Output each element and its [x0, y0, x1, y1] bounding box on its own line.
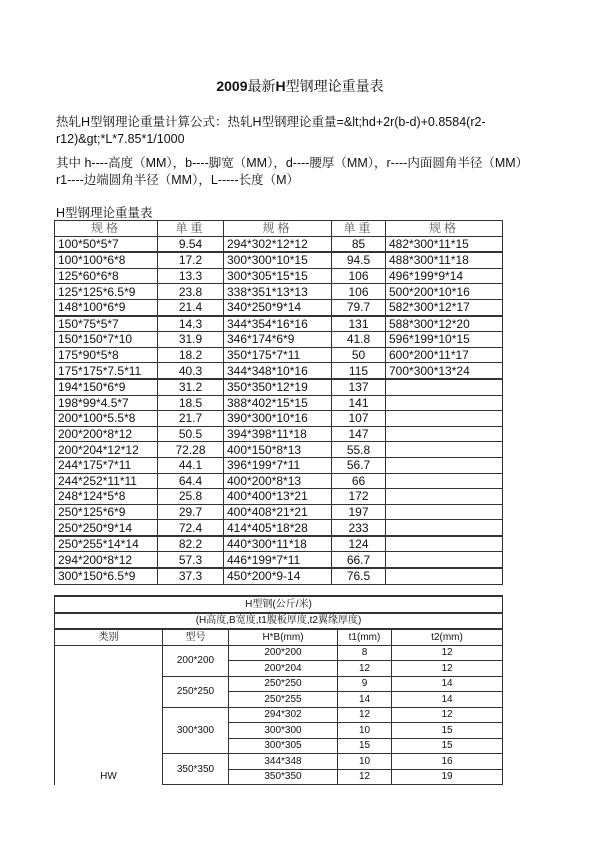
table-row	[55, 457, 503, 473]
spec-cell: 100*100*6*8	[55, 252, 158, 268]
hb-cell: 200*204	[229, 661, 338, 677]
model-cell: 200*200	[163, 645, 229, 676]
weight-table	[54, 220, 503, 585]
t2-cell: 14	[392, 692, 503, 708]
table2-banner: H型钢(公斤/米)	[55, 596, 503, 613]
table-row	[55, 520, 503, 536]
spec-cell: 300*305*15*15	[224, 268, 332, 284]
t2-cell: 14	[392, 676, 503, 692]
table-row	[55, 426, 503, 442]
unit-weight-cell: 172	[332, 489, 386, 505]
spec-cell: 244*175*7*11	[55, 457, 158, 473]
column-header: 规格	[55, 221, 158, 237]
unit-weight-cell: 197	[332, 504, 386, 520]
unit-weight-cell: 17.2	[158, 252, 224, 268]
t2-cell: 15	[392, 738, 503, 754]
unit-weight-cell: 14.3	[158, 316, 224, 332]
h-beam-dimension-table	[54, 595, 503, 785]
unit-weight-cell: 13.3	[158, 268, 224, 284]
t2-cell: 12	[392, 645, 503, 661]
table-row	[55, 442, 503, 458]
unit-weight-cell: 21.4	[158, 299, 224, 315]
unit-weight-cell: 57.3	[158, 552, 224, 568]
unit-weight-cell: 25.8	[158, 489, 224, 505]
spec-cell: 200*204*12*12	[55, 442, 158, 458]
spec-cell: 596*199*10*15	[386, 332, 503, 348]
spec-cell: 350*350*12*19	[224, 379, 332, 395]
t1-cell: 12	[338, 707, 392, 723]
unit-weight-cell: 107	[332, 411, 386, 427]
spec-cell	[386, 520, 503, 536]
spec-cell: 482*300*11*15	[386, 236, 503, 252]
spec-cell: 388*402*15*15	[224, 395, 332, 411]
spec-cell: 250*250*9*14	[55, 520, 158, 536]
spec-cell: 346*174*6*9	[224, 332, 332, 348]
spec-cell: 350*175*7*11	[224, 347, 332, 363]
model-cell: 300*300	[163, 707, 229, 754]
table-row	[55, 236, 503, 252]
unit-weight-cell: 56.7	[332, 457, 386, 473]
spec-cell: 250*255*14*14	[55, 536, 158, 552]
spec-cell: 340*250*9*14	[224, 299, 332, 315]
spec-cell: 294*200*8*12	[55, 552, 158, 568]
table-row	[55, 504, 503, 520]
table2-subtitle: (H高度,B宽度,t1腹板厚度,t2翼缘厚度)	[55, 613, 503, 630]
unit-weight-cell: 50	[332, 347, 386, 363]
column-header: 单重	[332, 221, 386, 237]
table-row	[55, 332, 503, 348]
spec-cell	[386, 552, 503, 568]
spec-cell: 390*300*10*16	[224, 411, 332, 427]
category-cell: HW	[55, 645, 163, 785]
table-row	[55, 252, 503, 268]
spec-cell: 198*99*4.5*7	[55, 395, 158, 411]
unit-weight-cell: 72.4	[158, 520, 224, 536]
unit-weight-cell: 31.2	[158, 379, 224, 395]
title-text: 最新	[247, 78, 276, 94]
table-row	[55, 645, 503, 661]
spec-cell: 338*351*13*13	[224, 284, 332, 300]
unit-weight-cell: 233	[332, 520, 386, 536]
table-row	[55, 347, 503, 363]
spec-cell: 400*150*8*13	[224, 442, 332, 458]
t2-cell: 12	[392, 707, 503, 723]
t2-cell: 12	[392, 661, 503, 677]
table-row	[55, 363, 503, 379]
table-row	[55, 473, 503, 489]
spec-cell	[386, 536, 503, 552]
hb-cell: 250*250	[229, 676, 338, 692]
spec-cell: 396*199*7*11	[224, 457, 332, 473]
table-row	[55, 552, 503, 568]
unit-weight-cell: 131	[332, 316, 386, 332]
spec-cell	[386, 426, 503, 442]
unit-weight-cell: 147	[332, 426, 386, 442]
spec-cell: 450*200*9-14	[224, 568, 332, 584]
t1-cell: 10	[338, 723, 392, 739]
unit-weight-cell: 137	[332, 379, 386, 395]
table1-caption: H型钢理论重量表	[56, 206, 153, 220]
unit-weight-cell: 124	[332, 536, 386, 552]
spec-cell: 344*354*16*16	[224, 316, 332, 332]
spec-cell: 700*300*13*24	[386, 363, 503, 379]
spec-cell: 446*199*7*11	[224, 552, 332, 568]
spec-cell: 148*100*6*9	[55, 299, 158, 315]
unit-weight-cell: 85	[332, 236, 386, 252]
header-row	[55, 629, 503, 645]
t1-cell: 15	[338, 738, 392, 754]
spec-cell: 200*200*8*12	[55, 426, 158, 442]
spec-cell: 588*300*12*20	[386, 316, 503, 332]
unit-weight-cell: 141	[332, 395, 386, 411]
spec-cell: 175*175*7.5*11	[55, 363, 158, 379]
banner-row	[55, 596, 503, 613]
unit-weight-cell: 72.28	[158, 442, 224, 458]
unit-weight-cell: 64.4	[158, 473, 224, 489]
table-row	[55, 299, 503, 315]
document-title	[0, 76, 600, 96]
table-row	[55, 316, 503, 332]
spec-cell	[386, 457, 503, 473]
weight-table-header	[55, 221, 503, 237]
model-cell: 250*250	[163, 676, 229, 707]
t1-cell: 12	[338, 769, 392, 785]
t2-cell: 15	[392, 723, 503, 739]
t1-cell: 8	[338, 645, 392, 661]
spec-cell: 400*408*21*21	[224, 504, 332, 520]
t1-cell: 9	[338, 676, 392, 692]
hb-cell: 294*302	[229, 707, 338, 723]
spec-cell: 294*302*12*12	[224, 236, 332, 252]
unit-weight-cell: 31.9	[158, 332, 224, 348]
spec-cell	[386, 489, 503, 505]
unit-weight-cell: 66	[332, 473, 386, 489]
t2-cell: 19	[392, 769, 503, 785]
unit-weight-cell: 55.8	[332, 442, 386, 458]
spec-cell	[386, 379, 503, 395]
spec-cell: 414*405*18*28	[224, 520, 332, 536]
hb-cell: 300*300	[229, 723, 338, 739]
subtitle-row	[55, 613, 503, 630]
title-h: H	[275, 78, 286, 94]
hb-cell: 350*350	[229, 769, 338, 785]
column-header: 单重	[158, 221, 224, 237]
spec-cell: 175*90*5*8	[55, 347, 158, 363]
hb-cell: 200*200	[229, 645, 338, 661]
spec-cell	[386, 411, 503, 427]
unit-weight-cell: 44.1	[158, 457, 224, 473]
t1-cell: 12	[338, 661, 392, 677]
spec-cell: 496*199*9*14	[386, 268, 503, 284]
spec-cell: 300*150*6.5*9	[55, 568, 158, 584]
spec-cell: 394*398*11*18	[224, 426, 332, 442]
spec-cell: 150*150*7*10	[55, 332, 158, 348]
spec-cell	[386, 395, 503, 411]
unit-weight-cell: 106	[332, 284, 386, 300]
column-header: 规格	[386, 221, 503, 237]
unit-weight-cell: 82.2	[158, 536, 224, 552]
table-row	[55, 411, 503, 427]
spec-cell	[386, 568, 503, 584]
spec-cell: 300*300*10*15	[224, 252, 332, 268]
unit-weight-cell: 21.7	[158, 411, 224, 427]
spec-cell: 125*125*6.5*9	[55, 284, 158, 300]
column-header: 规格	[224, 221, 332, 237]
spec-cell: 248*124*5*8	[55, 489, 158, 505]
unit-weight-cell: 66.7	[332, 552, 386, 568]
column-header: H*B(mm)	[229, 629, 338, 645]
column-header: t2(mm)	[392, 629, 503, 645]
hb-cell: 344*348	[229, 754, 338, 770]
spec-cell: 150*75*5*7	[55, 316, 158, 332]
table-row	[55, 268, 503, 284]
hb-cell: 250*255	[229, 692, 338, 708]
spec-cell	[386, 442, 503, 458]
spec-cell: 250*125*6*9	[55, 504, 158, 520]
table-row	[55, 379, 503, 395]
unit-weight-cell: 18.2	[158, 347, 224, 363]
table-row	[55, 395, 503, 411]
table-row	[55, 536, 503, 552]
spec-cell: 400*400*13*21	[224, 489, 332, 505]
spec-cell: 125*60*6*8	[55, 268, 158, 284]
title-text-rest: 型钢理论重量表	[285, 78, 384, 94]
unit-weight-cell: 29.7	[158, 504, 224, 520]
spec-cell: 600*200*11*17	[386, 347, 503, 363]
unit-weight-cell: 18.5	[158, 395, 224, 411]
hb-cell: 300*305	[229, 738, 338, 754]
table-row	[55, 284, 503, 300]
column-header: 型号	[163, 629, 229, 645]
unit-weight-cell: 37.3	[158, 568, 224, 584]
column-header: 类别	[55, 629, 163, 645]
spec-cell: 400*200*8*13	[224, 473, 332, 489]
spec-cell: 582*300*12*17	[386, 299, 503, 315]
unit-weight-cell: 115	[332, 363, 386, 379]
spec-cell: 194*150*6*9	[55, 379, 158, 395]
unit-weight-cell: 76.5	[332, 568, 386, 584]
spec-cell: 500*200*10*16	[386, 284, 503, 300]
unit-weight-cell: 106	[332, 268, 386, 284]
unit-weight-cell: 79.7	[332, 299, 386, 315]
t1-cell: 14	[338, 692, 392, 708]
spec-cell: 100*50*5*7	[55, 236, 158, 252]
spec-cell: 440*300*11*18	[224, 536, 332, 552]
column-header: t1(mm)	[338, 629, 392, 645]
t2-cell: 16	[392, 754, 503, 770]
unit-weight-cell: 41.8	[332, 332, 386, 348]
t1-cell: 10	[338, 754, 392, 770]
unit-weight-cell: 50.5	[158, 426, 224, 442]
weight-formula: 热轧H型钢理论重量计算公式：热轧H型钢理论重量=&lt;hd+2r(b-d)+0.8584(r2-r12)&gt;*L*7.85*1/1000	[56, 115, 486, 146]
spec-cell: 344*348*10*16	[224, 363, 332, 379]
unit-weight-cell: 9.54	[158, 236, 224, 252]
spec-cell	[386, 504, 503, 520]
table-row	[55, 489, 503, 505]
title-year: 2009	[216, 78, 248, 94]
spec-cell: 200*100*5.5*8	[55, 411, 158, 427]
spec-cell: 488*300*11*18	[386, 252, 503, 268]
spec-cell: 244*252*11*11	[55, 473, 158, 489]
unit-weight-cell: 40.3	[158, 363, 224, 379]
table-row	[55, 568, 503, 584]
variable-legend: 其中 h----高度（MM），b----脚宽（MM），d----腰厚（MM），r----内面圆角半径（MM）r1----边端圆角半径（MM），L-----长度（M）	[56, 156, 522, 187]
spec-cell	[386, 473, 503, 489]
unit-weight-cell: 94.5	[332, 252, 386, 268]
model-cell: 350*350	[163, 754, 229, 785]
unit-weight-cell: 23.8	[158, 284, 224, 300]
